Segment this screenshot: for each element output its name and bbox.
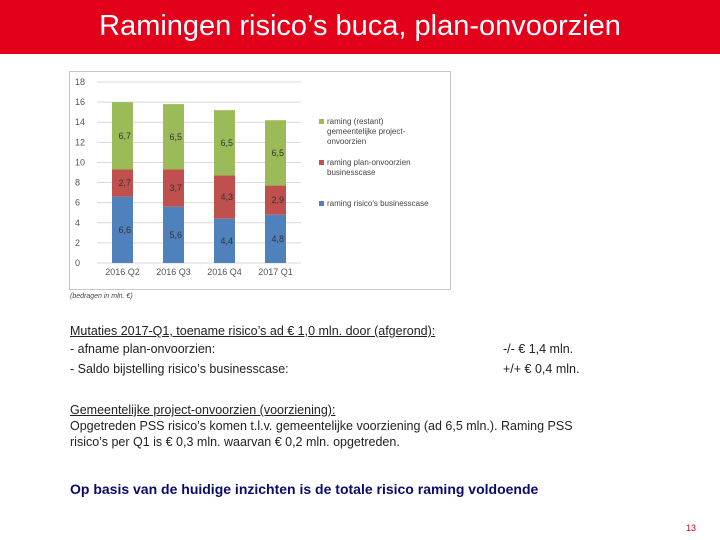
conclusion-text: Op basis van de huidige inzichten is de totale risico raming voldoende <box>70 481 539 497</box>
y-tick-label: 8 <box>75 177 81 188</box>
legend-swatch <box>319 160 324 165</box>
legend-swatch <box>319 201 324 206</box>
gemeentelijk-line2: risico’s per Q1 is € 0,3 mln. waarvan € 0,2 mln. opgetreden. <box>70 435 400 449</box>
data-label: 4,3 <box>220 192 234 203</box>
mutatie-row2-value: +/+ € 0,4 mln. <box>503 362 580 376</box>
x-tick-label: 2016 Q4 <box>207 267 242 277</box>
mutatie-row1-label: - afname plan-onvoorzien: <box>70 342 216 356</box>
mutaties-heading: Mutaties 2017-Q1, toename risico’s ad € 1,0 mln. door (afgerond): <box>70 324 436 338</box>
data-label: 3,7 <box>169 183 183 194</box>
y-tick-label: 6 <box>75 197 81 208</box>
data-label: 6,7 <box>118 130 132 141</box>
gemeentelijk-heading: Gemeentelijke project-onvoorzien (voorziening): <box>70 403 336 417</box>
y-tick-label: 12 <box>75 137 86 148</box>
page-number: 13 <box>685 523 696 533</box>
data-label: 2,7 <box>118 178 132 189</box>
stacked-bar-chart <box>69 71 451 290</box>
title-bar <box>0 0 720 54</box>
y-tick-label: 16 <box>75 97 86 108</box>
y-tick-label: 10 <box>75 157 86 168</box>
legend-label: gemeentelijke project- <box>327 127 406 136</box>
data-label: 6,5 <box>220 137 234 148</box>
data-label: 4,4 <box>220 235 234 246</box>
y-tick-label: 4 <box>75 217 81 228</box>
legend-label: businesscase <box>327 168 376 177</box>
chart-unit-note: (bedragen in mln. €) <box>70 293 133 300</box>
slide-title: Ramingen risico’s buca, plan-onvoorzien <box>99 10 621 42</box>
x-tick-label: 2017 Q1 <box>258 267 293 277</box>
data-label: 5,6 <box>169 229 183 240</box>
data-label: 6,6 <box>118 224 132 235</box>
mutatie-row1-value: -/- € 1,4 mln. <box>503 342 574 356</box>
legend-label: raming risico's businesscase <box>327 199 429 208</box>
gemeentelijk-line1: Opgetreden PSS risico’s komen t.l.v. gemeentelijke voorziening (ad 6,5 mln.). Raming PSS <box>70 419 573 433</box>
data-label: 2,9 <box>271 195 285 206</box>
x-tick-label: 2016 Q2 <box>105 267 140 277</box>
mutatie-row2-label: - Saldo bijstelling risico’s businesscase: <box>70 362 289 376</box>
data-label: 6,5 <box>271 147 285 158</box>
x-tick-label: 2016 Q3 <box>156 267 191 277</box>
legend-label: onvoorzien <box>327 137 367 146</box>
legend-swatch <box>319 119 324 124</box>
y-tick-label: 14 <box>75 117 86 128</box>
data-label: 4,8 <box>271 233 285 244</box>
y-tick-label: 0 <box>75 258 81 268</box>
data-label: 6,5 <box>169 131 183 142</box>
y-tick-label: 2 <box>75 237 81 248</box>
y-tick-label: 18 <box>75 77 86 87</box>
legend-label: raming plan-onvoorzien <box>327 158 411 167</box>
legend-label: raming (restant) <box>327 117 384 126</box>
